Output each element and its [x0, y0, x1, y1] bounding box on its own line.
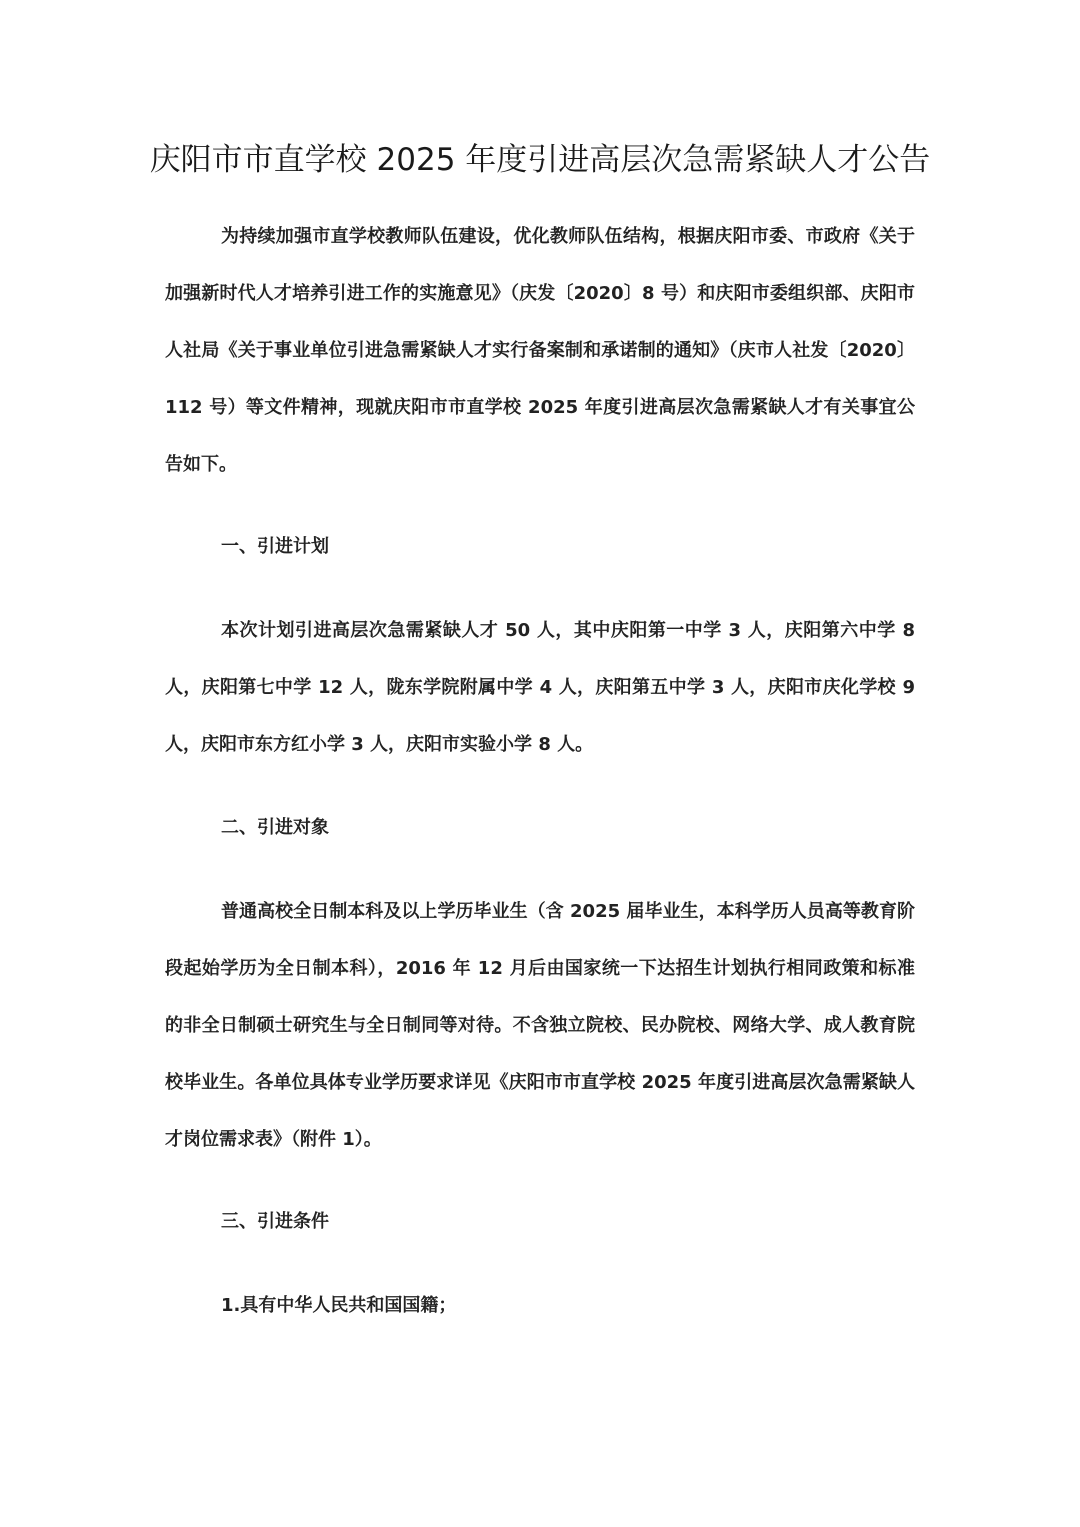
- intro-paragraph: 为持续加强市直学校教师队伍建设，优化教师队伍结构，根据庆阳市委、市政府《关于加强新时代人才培养引进工作的实施意见》（庆发〔2020〕8 号）和庆阳市委组织部、庆阳市人社局《关于事业单位引进急需紧缺人才实行备案制和承诺制的通知》（庆市人社发〔2020〕112 号）等文件精神，现就庆阳市市直学校 2025 年度引进高层次急需紧缺人才有关事宜公告如下。: [165, 226, 915, 475]
- section-body-target: 普通高校全日制本科及以上学历毕业生（含 2025 届毕业生，本科学历人员高等教育阶段起始学历为全日制本科），2016 年 12 月后由国家统一下达招生计划执行相同政策和标准的非全日制硕士研究生与全日制同等对待。不含独立院校、民办院校、网络大学、成人教育院校毕业生。各单位具体专业学历要求详见《庆阳市市直学校 2025 年度引进高层次急需紧缺人才岗位需求表》（附件 1）。: [165, 901, 915, 1150]
- section-heading-plan: 一、引进计划: [221, 536, 329, 557]
- condition-item-1: 1.具有中华人民共和国国籍；: [221, 1295, 457, 1316]
- section-heading-target: 二、引进对象: [221, 817, 329, 838]
- page-title: 庆阳市市直学校 2025 年度引进高层次急需紧缺人才公告: [149, 142, 931, 178]
- section-body-plan: 本次计划引进高层次急需紧缺人才 50 人，其中庆阳第一中学 3 人，庆阳第六中学 8 人，庆阳第七中学 12 人，陇东学院附属中学 4 人，庆阳第五中学 3 人，庆阳市庆化学校 9 人，庆阳市东方红小学 3 人，庆阳市实验小学 8 人。: [165, 620, 915, 755]
- section-heading-conditions: 三、引进条件: [221, 1211, 329, 1232]
